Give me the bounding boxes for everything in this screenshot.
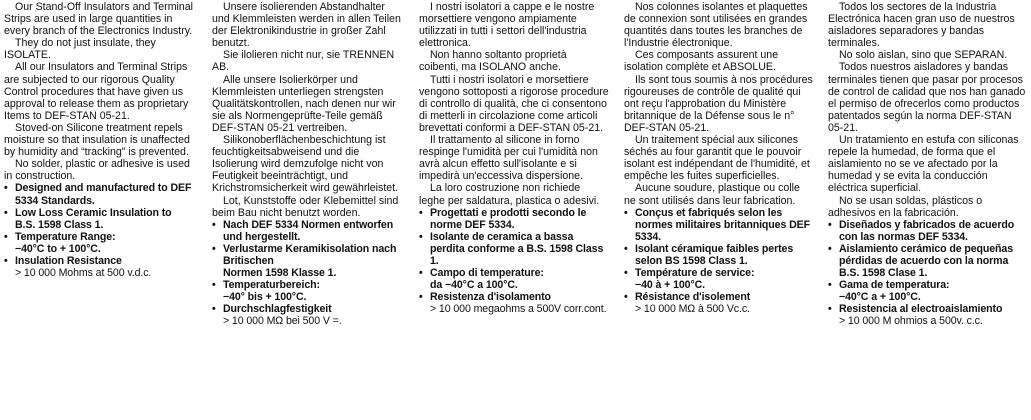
spec-item — [212, 243, 402, 279]
spec-item — [212, 303, 402, 327]
spec-label: Conçus et fabriqués selon les normes militaires britanniques DEF 5334. — [635, 206, 810, 243]
spec-item — [624, 207, 814, 243]
spec-label: Isolant céramique faibles pertes selon BS 1598 Class 1. — [635, 242, 794, 267]
spec-item — [828, 219, 1028, 243]
paragraph-quality: All our Insulators and Terminal Strips are subjected to our rigorous Quality Control procedures that have given us approval to release them as proprietary Items to DEF-STAN 05-21. — [4, 61, 189, 122]
spec-item — [624, 243, 814, 267]
spec-label: Progettati e prodotti secondo le norme DEF 5334. — [430, 206, 587, 231]
spec-item — [4, 207, 194, 231]
spec-label: Diseñados y fabricados de acuerdo con las normas DEF 5334. — [839, 218, 1015, 243]
paragraph-silicone: Un tratamiento en estufa con siliconas repele la humedad, de forma que el aislamiento no se ve afectado por la humedad y se evita la conducción eléctrica superficial. — [828, 134, 1019, 195]
column-italian — [419, 1, 609, 419]
paragraph-construction: Aucune soudure, plastique ou colle ne sont utilisés dans leur fabrication. — [624, 182, 800, 207]
spec-label: Nach DEF 5334 Normen entworfen und hergestellt. — [223, 218, 394, 243]
spec-value: da −40°C a 100°C. — [430, 279, 518, 292]
spec-item — [212, 279, 402, 303]
spec-item — [624, 291, 814, 315]
spec-item — [419, 267, 609, 291]
paragraph-intro: I nostri isolatori a cappe e le nostre morsettiere vengono ampiamente utilizzati in tutti i settori dell'industria elettronica. — [419, 1, 595, 50]
spec-label: Verlustarme Keramikisolation nach Britischen — [223, 242, 397, 267]
spec-label: Insulation Resistance — [15, 254, 122, 267]
spec-value: > 10 000 MΩ bei 500 V =. — [223, 315, 342, 328]
spec-label: Gama de temperatura: — [839, 279, 950, 292]
paragraph-isolate: Ces composants assurent une isolation complète et ABSOLUE. — [624, 49, 779, 74]
paragraph-intro: Unsere isolierenden Abstandhalter und Klemmleisten werden in allen Teilen der Elektronikindustrie in großer Zahl benutzt. — [212, 1, 401, 50]
spec-item — [4, 231, 194, 255]
spec-item — [419, 207, 609, 231]
spec-item — [4, 255, 194, 279]
spec-item — [828, 303, 1028, 327]
paragraph-isolate: No solo aislan, sino que SEPARAN. — [839, 49, 1008, 62]
spec-label: Durchschlagfestigkeit — [223, 303, 332, 316]
spec-value: > 10 000 MΩ à 500 Vc.c. — [635, 303, 750, 316]
column-spanish — [828, 1, 1028, 419]
spec-list — [212, 219, 402, 328]
spec-item — [419, 291, 609, 315]
spec-item — [624, 267, 814, 291]
spec-item — [828, 279, 1028, 303]
spec-value: −40 à + 100°C. — [635, 279, 705, 292]
spec-label: Temperaturbereich: — [223, 279, 320, 292]
paragraph-quality: Alle unsere Isolierkörper und Klemmleisten unterliegen strengsten Qualitätskontrollen, nach denen nur wir sie als Normengeprüfte-Teile gemäß DEF-STAN 05-21 vertreiben. — [212, 73, 396, 134]
paragraph-intro: Nos colonnes isolantes et plaquettes de connexion sont utilisées en grandes quantités dans toutes les branches de l'Industrie électronique. — [624, 1, 808, 50]
paragraph-silicone: Stoved-on Silicone treatment repels moisture so that insulation is unaffected by humidity and “tracking” is prevented. — [4, 121, 190, 159]
column-english — [4, 1, 194, 419]
paragraph-quality: Ils sont tous soumis à nos procédures rigoureuses de contrôle de qualité qui ont reçu l'approbation du Ministère britannique de la Défense sous le n° DEF-STAN 05-21. — [624, 73, 813, 134]
spec-label: Résistance d'isolement — [635, 291, 751, 304]
paragraph-isolate: Sie ilolieren nicht nur, sie TRENNEN AB. — [212, 49, 395, 74]
spec-value: −40°C a + 100°C. — [839, 291, 921, 304]
spec-list — [828, 219, 1028, 328]
spec-value: −40°C to + 100°C. — [15, 242, 101, 255]
spec-value: > 10 000 megaohms a 500V corr.cont. — [430, 303, 607, 316]
spec-label: Température de service: — [635, 267, 755, 280]
spec-label: Low Loss Ceramic Insulation to B.S. 1598 Class 1. — [15, 206, 172, 231]
spec-item — [4, 182, 194, 206]
spec-value: > 10 000 M ohmios a 500v. c.c. — [839, 315, 983, 328]
spec-item — [828, 243, 1028, 279]
paragraph-construction: No se usan soldas, plásticos o adhesivos en la fabricación. — [828, 194, 983, 219]
spec-value: > 10 000 Mohms at 500 v.d.c. — [15, 267, 152, 280]
spec-item — [212, 219, 402, 243]
spec-list — [4, 182, 194, 279]
column-french — [624, 1, 814, 419]
paragraph-construction: Lot, Kunststoffe oder Klebemittel sind beim Bau nicht benutzt worden. — [212, 194, 399, 219]
paragraph-silicone: Il trattamento al silicone in forno respinge l'umidità per cui l'umidità non avrà alcun effetto sull'isolante e si impedirà un'eccessiva dispersione. — [419, 134, 598, 183]
spec-list — [624, 207, 814, 316]
spec-label: Aislamiento cerámico de pequeñas pérdidas de acuerdo con la norma B.S. 1598 Clase 1. — [839, 242, 1014, 280]
paragraph-isolate: They do not just insulate, they ISOLATE. — [4, 37, 156, 62]
spec-value: Normen 1598 Klasse 1. — [223, 267, 337, 280]
spec-label: Designed and manufactured to DEF 5334 Standards. — [15, 182, 192, 207]
paragraph-quality: Tutti i nostri isolatori e morsettiere vengono sottoposti a rigorose procedure di controllo di qualità, che ci consentono di metterli in circolazione come articoli brevettati conformi a DEF-STAN 05-21. — [419, 73, 609, 134]
spec-label: Isolante de ceramica a bassa perdita conforme a B.S. 1598 Class 1. — [430, 230, 604, 267]
paragraph-silicone: Silikonoberflächenbeschichtung ist feuchtigkeitsabweisend und die Isolierung wird demzufolge nicht von Feutigkeit beeinträchtigt, und Krichstromsicherkeit wird gewährleistet. — [212, 134, 399, 195]
spec-label: Resistencia al electroaislamiento — [839, 303, 1003, 316]
column-german — [212, 1, 402, 419]
paragraph-intro: Todos los sectores de la Industria Electrónica hacen gran uso de nuestros aisladores separadores y bandas terminales. — [828, 1, 1015, 50]
paragraph-isolate: Non hanno soltanto proprietà coibenti, ma ISOLANO anche. — [419, 49, 567, 74]
spec-label: Resistenza d'isolamento — [430, 291, 551, 304]
spec-item — [419, 231, 609, 267]
paragraph-construction: La loro costruzione non richiede leghe per saldatura, plastica o adesivi. — [419, 182, 600, 207]
paragraph-intro: Our Stand-Off Insulators and Terminal Strips are used in large quantities in every branch of the Electronics Industry. — [4, 1, 194, 38]
spec-value: −40° bis + 100°C. — [223, 291, 307, 304]
paragraph-construction: No solder, plastic or adhesive is used in construction. — [4, 158, 190, 183]
spec-list — [419, 207, 609, 316]
spec-label: Campo di temperature: — [430, 267, 544, 280]
paragraph-silicone: Un traitement spécial aux silicones séchés au four garantit que le pouvoir isolant est indépendant de l'humidité, et empêche les fuites superficielles. — [624, 134, 810, 183]
spec-label: Temperature Range: — [15, 230, 116, 243]
paragraph-quality: Todos nuestros aisladores y bandas terminales tienen que pasar por procesos de control de calidad que nos han ganado el permiso de ofrecerlos como productos patentados según la norma DEF-STAN 05-21. — [828, 61, 1026, 134]
